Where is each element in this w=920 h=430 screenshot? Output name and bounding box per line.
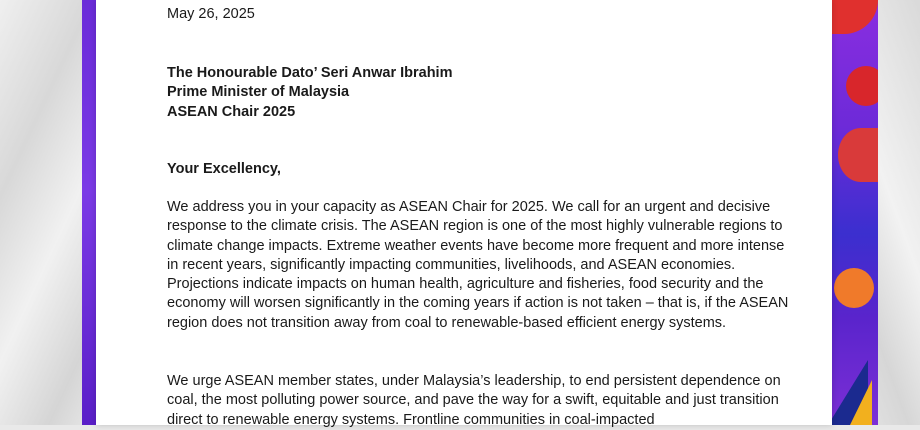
decorative-strip-right — [828, 0, 878, 425]
letter-date: May 26, 2025 — [167, 6, 255, 22]
red-shape — [828, 0, 878, 34]
paragraph: We urge ASEAN member states, under Malaysia’s leadership, to end persistent dependence on coal, the most polluting power source, and pave the way for a swift, equitable and just transition direct to renewable energy systems. Frontline communities in coal-impacted — [167, 373, 781, 428]
orange-circle — [834, 268, 874, 308]
recipient-role: ASEAN Chair 2025 — [167, 103, 296, 120]
red-half-circle — [838, 128, 878, 182]
recipient-name: The Honourable Dato’ Seri Anwar Ibrahim — [167, 65, 453, 81]
red-circle — [846, 66, 878, 106]
recipient-title: Prime Minister of Malaysia — [167, 84, 350, 101]
gold-wedge — [850, 380, 872, 425]
salutation: Your Excellency, — [167, 161, 281, 177]
paragraph: We address you in your capacity as ASEAN Chair for 2025. We call for an urgent and decisive response to the climate crisis. The ASEAN region is one of the most highly vulnerable regions to climate change impacts. Extreme weather events have become more frequent and more intense in recent years, significantly impacting communities, livelihoods, and ASEAN economies. Projections indicate impacts on human health, agriculture and fisheries, food security and the economy will worsen significantly in the coming years if action is not taken – that is, if the ASEAN region does not transition away from coal to renewable-based efficient energy systems. — [167, 199, 789, 331]
recipient-address — [167, 64, 452, 122]
